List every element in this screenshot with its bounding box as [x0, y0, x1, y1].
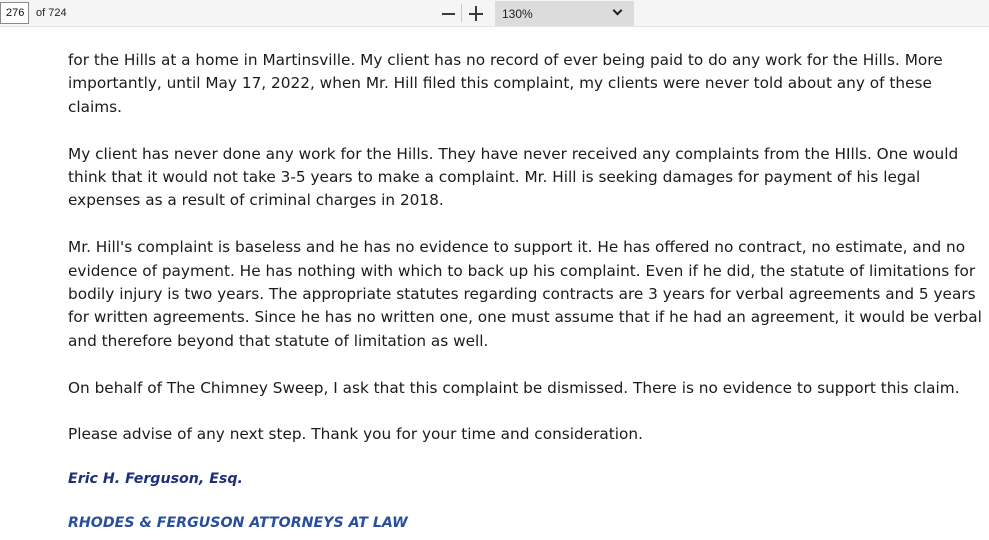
pdf-toolbar: [0, 0, 989, 27]
paragraph-4: On behalf of The Chimney Sweep, I ask that this complaint be dismissed. There is no evidence to support this claim.: [68, 378, 960, 397]
page-total-label: of 724: [36, 7, 67, 19]
zoom-divider: [461, 4, 462, 22]
signature-name: Eric H. Ferguson, Esq.: [68, 470, 243, 487]
plus-icon[interactable]: [467, 3, 485, 23]
chevron-down-icon: [613, 6, 623, 16]
page-number-input[interactable]: [0, 2, 29, 24]
paragraph-1: for the Hills at a home in Martinsville. My client has no record of ever being paid to do any work for the Hills. More importantly, until May 17, 2022, when Mr. Hill filed this complaint, my clients were never told about any of these claims.: [68, 51, 943, 116]
minus-icon[interactable]: [441, 3, 457, 23]
paragraph-2: My client has never done any work for the Hills. They have never received any complaints from the HIlls. One would think that it would not take 3-5 years to make a complaint. Mr. Hill is seeking damages for payment of his legal expenses as a result of criminal charges in 2018.: [68, 144, 959, 210]
zoom-level-dropdown[interactable]: [495, 1, 634, 26]
signature-firm: RHODES & FERGUSON ATTORNEYS AT LAW: [68, 515, 408, 532]
zoom-level-value: 130%: [502, 7, 533, 21]
document-page-content: [68, 49, 983, 536]
paragraph-5: Please advise of any next step. Thank you for your time and consideration.: [68, 425, 643, 444]
paragraph-3: Mr. Hill's complaint is baseless and he has no evidence to support it. He has offered no contract, no estimate, and no evidence of payment. He has nothing with which to back up his complaint. Even if he did, the statute of limitations for bodily injury is two years. The appropriate statutes regarding contracts are 3 years for verbal agreements and 5 years for written agreements. Since he has no written one, one must assume that if he had an agreement, it would be verbal and therefore beyond that statute of limitation as well.: [68, 238, 982, 350]
